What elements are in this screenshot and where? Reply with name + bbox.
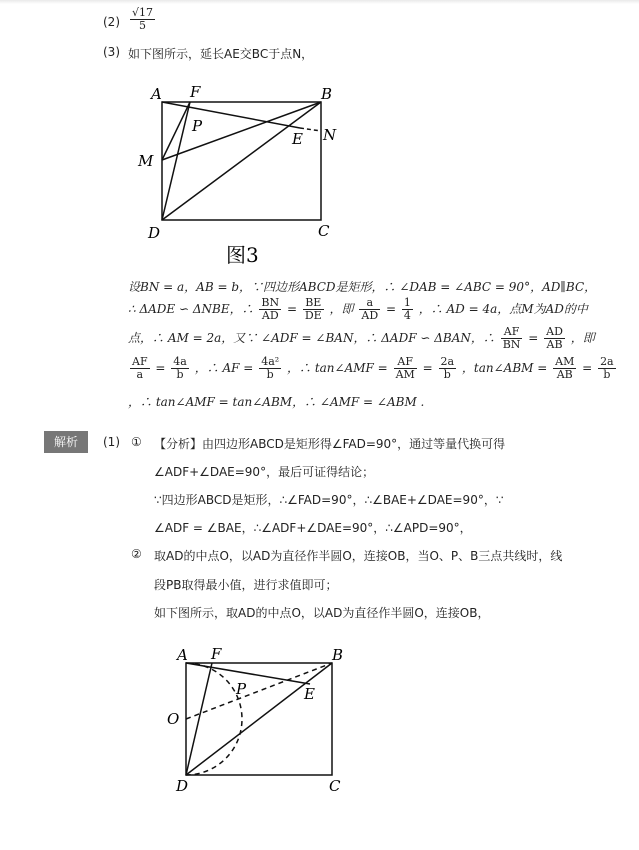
fraction-numerator: AF bbox=[501, 326, 523, 339]
label-b: B bbox=[332, 646, 344, 664]
fraction-numerator: 4a bbox=[173, 355, 187, 368]
proof-text: ，tan∠ABM = bbox=[461, 361, 548, 375]
fraction-denominator: 5 bbox=[139, 19, 146, 32]
item-number: (3) bbox=[103, 45, 120, 59]
item-number: (2) bbox=[103, 15, 120, 29]
fraction-denominator: AD bbox=[261, 309, 279, 322]
fraction-denominator: b bbox=[603, 368, 611, 381]
label-b: B bbox=[321, 85, 333, 103]
fraction-denominator: b bbox=[266, 368, 274, 381]
proof-text: 点，∴ AM = 2a，又∵ ∠ADF = ∠BAN，∴ ΔADF ∽ ΔBAN，∴ bbox=[128, 331, 495, 345]
fraction-numerator: 4a² bbox=[261, 355, 280, 368]
analysis-text: ∠ADF+∠DAE=90°，最后可证得结论； bbox=[154, 465, 375, 479]
fraction-numerator: √17 bbox=[132, 6, 154, 19]
label-f: F bbox=[211, 645, 222, 663]
fraction-denominator: b bbox=[176, 368, 184, 381]
fraction-denominator: b bbox=[443, 368, 451, 381]
fraction-denominator: AB bbox=[556, 368, 573, 381]
analysis-text: ∵四边形ABCD是矩形，∴∠FAD=90°，∴∠BAE+∠DAE=90°，∵ bbox=[154, 493, 504, 507]
proof-text: = bbox=[385, 302, 397, 316]
item-number: (1) bbox=[103, 435, 120, 449]
fraction-numerator: 2a bbox=[600, 355, 614, 368]
label-f: F bbox=[190, 83, 201, 101]
item3-text: 如下图所示，延长AE交BC于点N， bbox=[128, 47, 314, 61]
fraction-numerator: AF bbox=[132, 355, 148, 368]
proof-text: ，∴ AD = 4a，点M为AD的中 bbox=[418, 302, 588, 316]
step-number: ② bbox=[131, 547, 142, 561]
fraction-denominator: 4 bbox=[403, 309, 411, 322]
analysis-text: 取AD的中点O，以AD为直径作半圆O，连接OB，当O、P、B三点共线时，线 bbox=[154, 549, 563, 563]
fraction-denominator: AM bbox=[395, 368, 415, 381]
label-m: M bbox=[138, 152, 154, 170]
label-d: D bbox=[176, 777, 189, 795]
label-c: C bbox=[318, 222, 330, 240]
label-n: N bbox=[323, 126, 337, 144]
figure-caption: 图3 bbox=[226, 243, 259, 267]
fraction-denominator: BN bbox=[502, 338, 521, 351]
analysis-text: 如下图所示，取AD的中点O，以AD为直径作半圆O，连接OB， bbox=[154, 606, 490, 620]
fraction-denominator: a bbox=[136, 368, 144, 381]
analysis-text: 段PB取得最小值，进行求值即可； bbox=[154, 578, 338, 592]
proof-text: = bbox=[155, 361, 166, 375]
fraction-numerator: AF bbox=[394, 356, 417, 369]
fraction-denominator: AB bbox=[546, 338, 563, 351]
fraction-numerator: 2a bbox=[440, 355, 455, 368]
proof-text: = bbox=[582, 361, 593, 375]
label-d: D bbox=[148, 224, 161, 242]
analysis-text: ∠ADF = ∠BAE，∴∠ADF+∠DAE=90°，∴∠APD=90°， bbox=[154, 521, 472, 535]
label-o: O bbox=[167, 710, 180, 728]
proof-text: ，∴ AF = bbox=[194, 361, 254, 375]
fraction-numerator: a bbox=[359, 297, 380, 310]
semicircle-o-dashed bbox=[186, 663, 242, 775]
proof-text: ，即 bbox=[570, 331, 595, 345]
label-e: E bbox=[292, 130, 303, 148]
label-e: E bbox=[304, 685, 315, 703]
proof-text: ∴ ΔADE ∽ ΔNBE，∴ bbox=[128, 302, 254, 316]
label-a: A bbox=[151, 85, 162, 103]
label-c: C bbox=[329, 777, 341, 795]
proof-text: ，∴ tan∠AMF = tan∠ABM，∴ ∠AMF = ∠ABM . bbox=[128, 395, 425, 409]
fraction-numerator: 1 bbox=[403, 296, 411, 309]
label-a: A bbox=[177, 646, 188, 664]
analysis-text: 【分析】由四边形ABCD是矩形得∠FAD=90°，通过等量代换可得 bbox=[154, 437, 506, 451]
fraction-denominator: AD bbox=[361, 309, 379, 322]
proof-text: = bbox=[422, 361, 433, 375]
proof-text: = bbox=[286, 302, 298, 316]
proof-text: ，即 bbox=[329, 302, 354, 316]
proof-text: 设BN = a，AB = b，∵四边形ABCD是矩形，∴ ∠DAB = ∠ABC = 90°，AD∥BC， bbox=[128, 280, 597, 294]
label-p: P bbox=[236, 680, 247, 698]
fraction-numerator: BE bbox=[303, 297, 324, 310]
fraction-denominator: DE bbox=[304, 309, 322, 322]
step-number: ① bbox=[131, 435, 142, 449]
label-p: P bbox=[192, 117, 203, 135]
fraction-numerator: AM bbox=[555, 355, 575, 368]
analysis-badge: 解析 bbox=[44, 431, 88, 453]
fraction-numerator: AD bbox=[546, 325, 563, 338]
proof-text: = bbox=[528, 331, 539, 345]
fraction-numerator: BN bbox=[261, 296, 280, 309]
proof-text: ，∴ tan∠AMF = bbox=[287, 361, 388, 375]
